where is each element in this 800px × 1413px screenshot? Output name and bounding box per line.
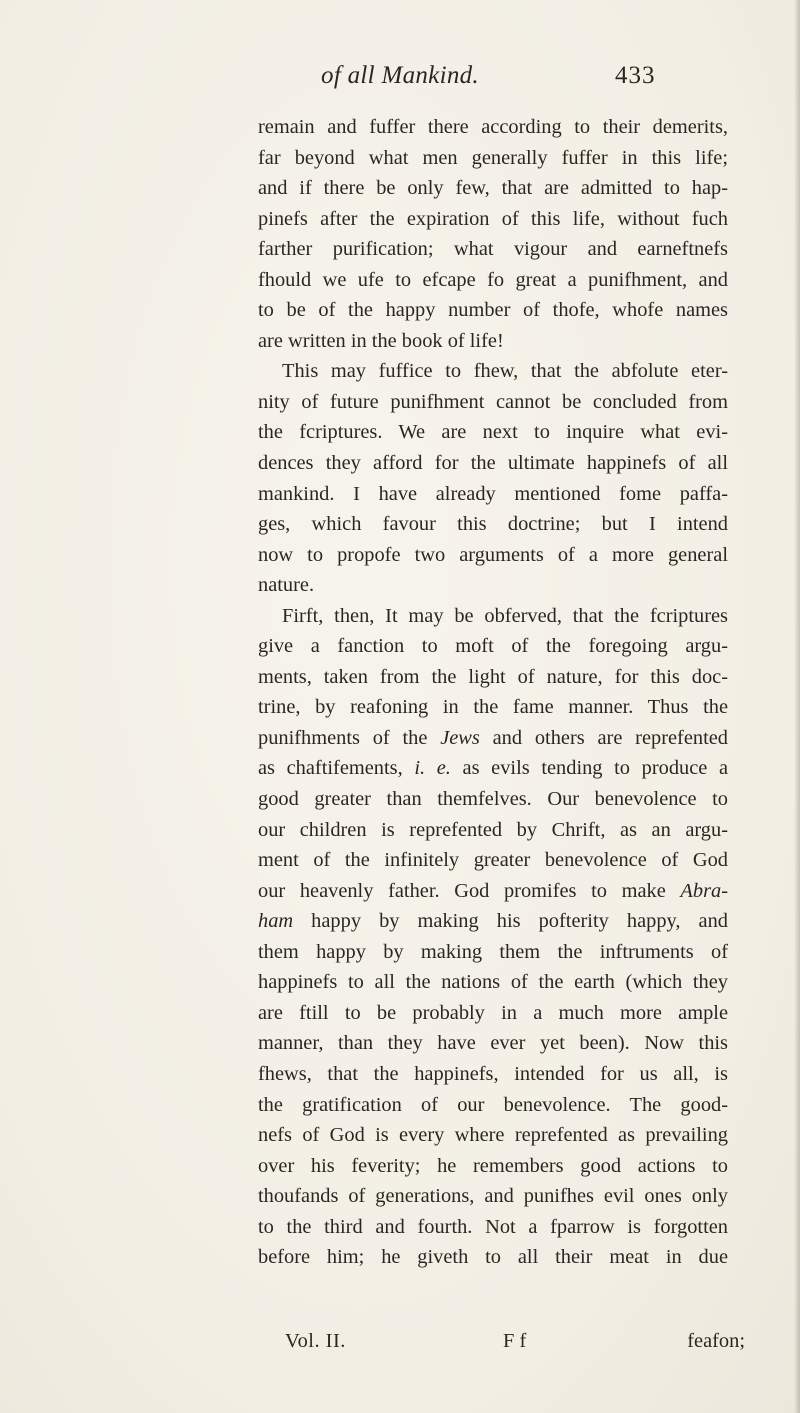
italic-word: i. e. bbox=[414, 757, 451, 780]
text-line: far beyond what men generally fuffer in this life; bbox=[258, 146, 728, 169]
text-line: thoufands of generations, and punifhes evil ones only bbox=[258, 1185, 728, 1208]
text-line: ment of the infinitely greater benevolence of God bbox=[258, 849, 728, 872]
text-line: ges, which favour this doctrine; but I intend bbox=[258, 513, 728, 536]
text-line: give a fanction to moft of the foregoing argu- bbox=[258, 635, 728, 658]
text-line: over his feverity; he remembers good actions to bbox=[258, 1154, 728, 1177]
text-line: punifhments of the Jews and others are reprefented bbox=[258, 726, 728, 749]
text-line: manner, than they have ever yet been). Now this bbox=[258, 1032, 728, 1055]
text-line: as chaftifements, i. e. as evils tending to produce a bbox=[258, 757, 729, 780]
text-line: our children is reprefented by Chrift, as an argu- bbox=[258, 818, 728, 841]
text-line: happinefs to all the nations of the earth (which they bbox=[258, 971, 728, 994]
text-line: before him; he giveth to all their meat in due bbox=[258, 1246, 728, 1269]
text-line: them happy by making them the inftruments of bbox=[258, 940, 728, 963]
italic-word: Jews bbox=[440, 726, 480, 749]
text-line: are ftill to be probably in a much more ample bbox=[258, 1001, 728, 1024]
text-line: pinefs after the expiration of this life, without fuch bbox=[258, 207, 728, 230]
body-text bbox=[258, 112, 728, 1273]
volume-label: Vol. II. bbox=[285, 1330, 346, 1352]
text-line: now to propofe two arguments of a more general bbox=[258, 543, 728, 566]
text-line: our heavenly father. God promifes to make Abra- bbox=[258, 879, 728, 902]
page-footer bbox=[285, 1330, 745, 1360]
text-line: fhews, that the happinefs, intended for us all, is bbox=[258, 1062, 728, 1085]
page-number: 433 bbox=[615, 62, 656, 89]
text-line: to the third and fourth. Not a fparrow is forgotten bbox=[258, 1215, 728, 1238]
text-line: nity of future punifhment cannot be concluded from bbox=[258, 390, 728, 413]
text-line: ham happy by making his pofterity happy, and bbox=[258, 910, 728, 933]
text-line: good greater than themfelves. Our benevolence to bbox=[258, 788, 728, 811]
text-line: mankind. I have already mentioned fome paffa- bbox=[258, 482, 728, 505]
text-line: farther purification; what vigour and earneftnefs bbox=[258, 238, 728, 261]
text-line: and if there be only few, that are admitted to hap- bbox=[258, 177, 728, 200]
text-line: remain and fuffer there according to their demerits, bbox=[258, 116, 728, 138]
text-line: dences they afford for the ultimate happinefs of all bbox=[258, 452, 728, 475]
italic-word: Abra- bbox=[680, 879, 728, 902]
text-line: the gratification of our benevolence. The good- bbox=[258, 1093, 728, 1116]
running-head bbox=[0, 62, 800, 102]
page-edge-shadow bbox=[794, 0, 800, 1413]
signature-mark: F f bbox=[503, 1330, 527, 1352]
text-line: the fcriptures. We are next to inquire what evi- bbox=[258, 421, 728, 444]
text-line: nefs of God is every where reprefented as prevailing bbox=[258, 1124, 728, 1147]
italic-word: ham bbox=[258, 910, 294, 933]
text-line: This may fuffice to fhew, that the abfolute eter- bbox=[282, 360, 728, 383]
text-line: to be of the happy number of thofe, whofe names bbox=[258, 299, 728, 322]
text-line: Firft, then, It may be obferved, that the fcriptures bbox=[282, 604, 728, 627]
text-line: fhould we ufe to efcape fo great a punifhment, and bbox=[258, 268, 728, 291]
text-line: ments, taken from the light of nature, for this doc- bbox=[258, 665, 728, 688]
catchword: feafon; bbox=[687, 1330, 745, 1352]
running-head-title: of all Mankind. bbox=[321, 62, 479, 89]
text-line: nature. bbox=[258, 574, 315, 597]
text-line: are written in the book of life! bbox=[258, 329, 504, 352]
text-line: trine, by reafoning in the fame manner. Thus the bbox=[258, 696, 728, 719]
